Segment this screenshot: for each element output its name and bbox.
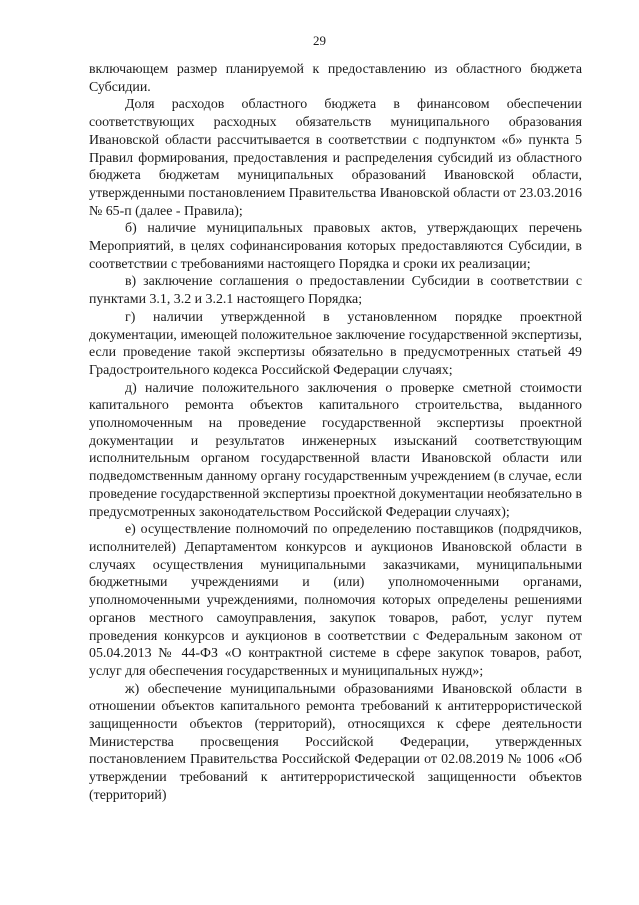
paragraph-item-b: б) наличие муниципальных правовых актов, утверждающих перечень Мероприятий, в целях софинансирования которых предоставляются Субсидии, в соответствии с требованиями настоящего Порядка и сроки их реализации; [89, 221, 582, 272]
paragraph-item-g: г) наличии утвержденной в установленном порядке проектной документации, имеющей положительное заключение государственной экспертизы, если проведение такой экспертизы обязательно в предусмотренных статьей 49 Градостроительного кодекса Российской Федерации случаях; [89, 309, 582, 378]
paragraph-item-v: в) заключение соглашения о предоставлении Субсидии в соответствии с пунктами 3.1, 3.2 и 3.2.1 настоящего Порядка; [89, 274, 582, 308]
paragraph-item-zh: ж) обеспечение муниципальными образованиями Ивановской области в отношении объектов капитального ремонта требований к антитеррористической защищенности объектов (территорий), относящихся к сфере деятельности Министерства просвещения Российской Федерации, утвержденных постановлением Правительства Российской Федерации от 02.08.2019 № 1006 «Об утверждении требований к антитеррористической защищенности объектов (территорий) [89, 681, 582, 803]
paragraph-subsidy-size: включающем размер планируемой к предоставлению из областного бюджета Субсидии. [89, 62, 582, 95]
paragraph-item-e: е) осуществление полномочий по определению поставщиков (подрядчиков, исполнителей) Департаментом конкурсов и аукционов Ивановской области в случаях осуществления муниципальными заказчиками, муниципальными бюджетными учреждениями и (или) уполномоченными органами, уполномоченными учреждениями, полномочия которых определены решениями органов местного самоуправления, закупок товаров, работ, услуг путем проведения конкурсов и аукционов в соответствии с Федеральным законом от 05.04.2013 № 44-ФЗ «О контрактной системе в сфере закупок товаров, работ, услуг для обеспечения государственных и муниципальных нужд»; [89, 522, 582, 679]
paragraph-item-d: д) наличие положительного заключения о проверке сметной стоимости капитального ремонта объектов капитального строительства, выданного уполномоченным на проведение государственной экспертизы проектной документации и результатов инженерных изысканий соответствующим исполнительным органом государственной власти Ивановской области или подведомственным данному органу государственным учреждением (в случае, если проведение государственной экспертизы проектной документации необязательно в предусмотренных законодательством Российской Федерации случаях); [89, 380, 583, 520]
paragraph-budget-share: Доля расходов областного бюджета в финансовом обеспечении соответствующих расходных обязательств муниципального образования Ивановской области рассчитывается в соответствии с подпунктом «б» пункта 5 Правил формирования, предоставления и распределения субсидий из областного бюджета бюджетам муниципальных образований Ивановской области, утвержденными постановлением Правительства Ивановской области от 23.03.2016 № 65-п (далее - Правила); [89, 97, 582, 219]
document-body [89, 61, 582, 805]
page-number: 29 [313, 33, 326, 48]
